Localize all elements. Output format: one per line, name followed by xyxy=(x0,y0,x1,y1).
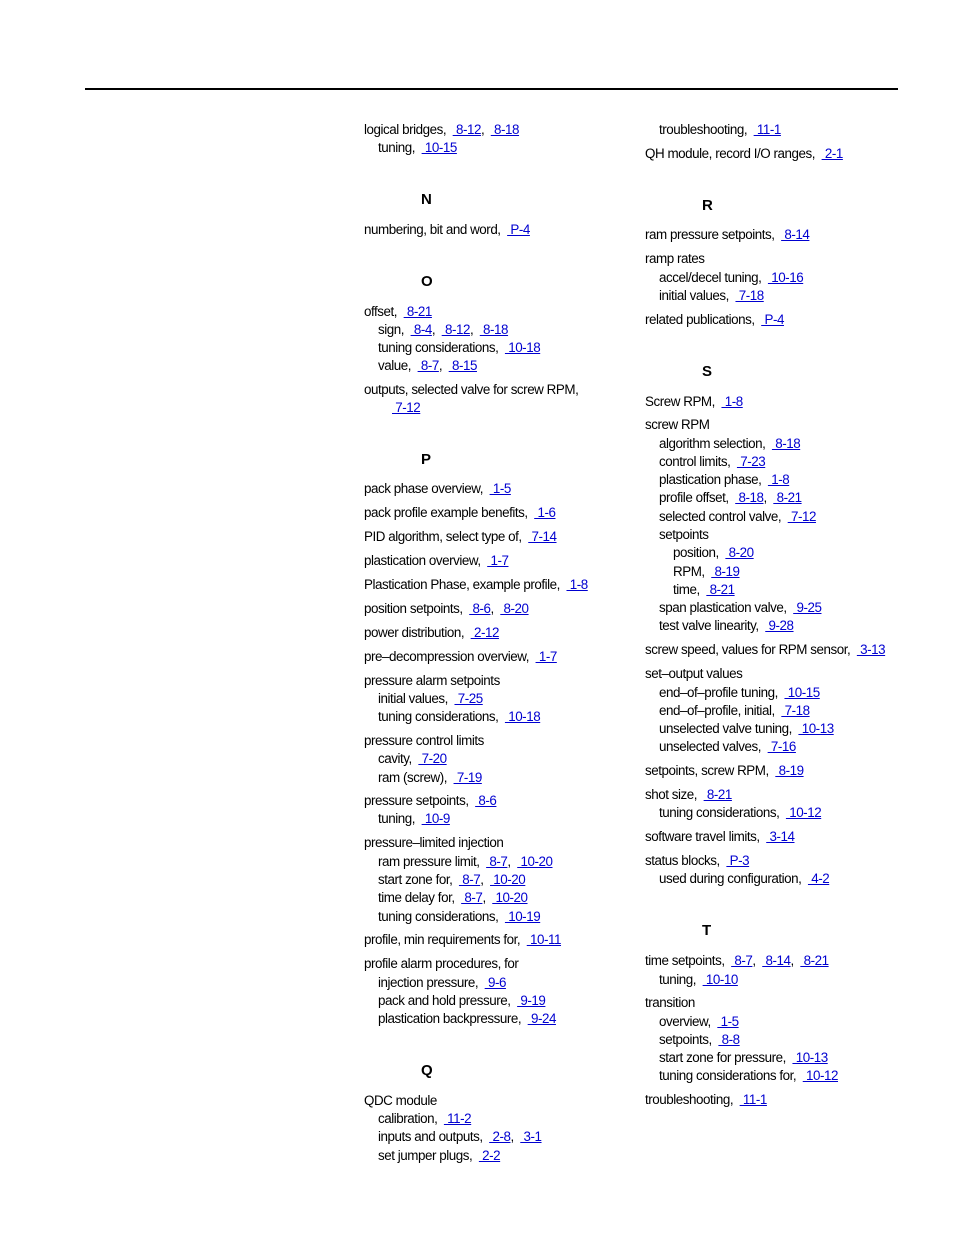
index-term: tuning, xyxy=(378,811,416,826)
index-entry xyxy=(364,625,499,641)
page-reference-link[interactable]: 9-28 xyxy=(765,618,794,633)
page-reference-link[interactable]: 8-8 xyxy=(718,1032,740,1047)
index-entry xyxy=(659,1050,828,1066)
index-term: accel/decel tuning, xyxy=(659,270,762,285)
index-entry xyxy=(364,577,588,593)
index-entry xyxy=(659,122,781,138)
index-entry xyxy=(659,703,810,719)
index-term: calibration, xyxy=(378,1111,438,1126)
page-reference-link[interactable]: 10-11 xyxy=(526,932,562,947)
index-term: tuning considerations, xyxy=(378,909,499,924)
index-term: time, xyxy=(673,582,700,597)
page-reference-link[interactable]: 8-21 xyxy=(773,490,802,505)
index-term: QDC module xyxy=(364,1093,437,1108)
index-term: PID algorithm, select type of, xyxy=(364,529,522,544)
page-reference-link[interactable]: 1-7 xyxy=(535,649,557,664)
index-entry xyxy=(645,853,749,869)
section-letter-q: Q xyxy=(421,1062,433,1079)
index-entry xyxy=(659,871,829,887)
index-entry xyxy=(659,1068,838,1084)
index-entry xyxy=(659,288,764,304)
index-entry xyxy=(645,312,784,328)
index-entry xyxy=(364,1093,437,1109)
page-reference-link[interactable]: 8-21 xyxy=(800,953,829,968)
index-term: ram pressure setpoints, xyxy=(645,227,775,242)
index-entry xyxy=(378,691,483,707)
index-entry xyxy=(645,394,743,410)
page-reference-link[interactable]: 8-19 xyxy=(775,763,804,778)
index-entry xyxy=(645,227,809,243)
index-term: tuning considerations, xyxy=(659,805,780,820)
index-term: status blocks, xyxy=(645,853,720,868)
index-entry xyxy=(673,582,735,598)
page-reference-link[interactable]: 9-25 xyxy=(793,600,822,615)
index-entry xyxy=(645,642,885,658)
index-term: profile offset, xyxy=(659,490,729,505)
index-entry xyxy=(659,509,816,525)
index-entry xyxy=(659,600,821,616)
index-term: related publications, xyxy=(645,312,755,327)
index-entry: time delay for, 8-7, 10-20 xyxy=(378,890,528,905)
index-term: tuning considerations for, xyxy=(659,1068,797,1083)
index-entry xyxy=(645,829,795,845)
page-reference-link[interactable]: 8-18 xyxy=(735,490,764,505)
index-term: injection pressure, xyxy=(378,975,479,990)
index-term: logical bridges, xyxy=(364,122,447,137)
index-entry xyxy=(378,770,482,786)
index-entry xyxy=(364,835,503,851)
page-reference-link[interactable]: 10-20 xyxy=(492,890,528,905)
index-term: cavity, xyxy=(378,751,412,766)
page-reference-link[interactable]: 11-1 xyxy=(753,122,781,137)
page-reference-link[interactable]: P-3 xyxy=(726,853,750,868)
page-reference-link[interactable]: 1-5 xyxy=(489,481,511,496)
index-entry xyxy=(645,995,695,1011)
page-reference-link[interactable]: 10-19 xyxy=(504,909,541,924)
page-reference-link[interactable]: 3-1 xyxy=(520,1129,542,1144)
page-reference-link[interactable]: 10-9 xyxy=(421,811,450,826)
index-entry xyxy=(659,270,803,286)
section-letter-t: T xyxy=(702,922,712,939)
page-reference-link[interactable]: 8-21 xyxy=(706,582,735,597)
index-term: ramp rates xyxy=(645,251,705,266)
index-entry xyxy=(659,721,834,737)
index-entry xyxy=(673,564,740,580)
index-entry xyxy=(378,811,450,827)
index-term: initial values, xyxy=(659,288,729,303)
page-reference-link[interactable]: 4-2 xyxy=(807,871,830,886)
section-letter-s: S xyxy=(702,363,713,380)
index-entry xyxy=(659,805,821,821)
index-term: shot size, xyxy=(645,787,698,802)
page-reference-link[interactable]: 8-4 xyxy=(410,322,432,337)
page-reference-link[interactable]: 10-16 xyxy=(767,270,804,285)
index-term: set jumper plugs, xyxy=(378,1148,473,1163)
page-reference-link[interactable]: 3-13 xyxy=(856,642,886,657)
index-entry xyxy=(673,545,754,561)
page-reference-link[interactable]: 7-18 xyxy=(781,703,810,718)
index-term: numbering, bit and word, xyxy=(364,222,501,237)
page-reference-link[interactable]: 1-6 xyxy=(534,505,556,520)
page-reference-link[interactable]: 2-12 xyxy=(470,625,499,640)
index-entry xyxy=(659,739,796,755)
section-letter-o: O xyxy=(421,273,433,290)
index-entry xyxy=(659,436,800,452)
index-entry: position setpoints, 8-6, 8-20 xyxy=(364,601,529,616)
page-reference-link[interactable]: 11-1 xyxy=(739,1092,767,1107)
index-entry xyxy=(378,1148,500,1164)
index-entry xyxy=(392,400,420,416)
index-term: time setpoints, xyxy=(645,953,725,968)
index-entry xyxy=(645,251,705,267)
index-term: outputs, selected valve for screw RPM, xyxy=(364,382,579,397)
index-term: pack profile example benefits, xyxy=(364,505,528,520)
page-reference-link[interactable]: 7-12 xyxy=(787,509,816,524)
index-term: pressure control limits xyxy=(364,733,484,748)
page-reference-link[interactable]: 10-18 xyxy=(504,709,541,724)
index-term: plastication phase, xyxy=(659,472,762,487)
index-entry xyxy=(659,618,794,634)
index-term: pre–decompression overview, xyxy=(364,649,529,664)
index-term: offset, xyxy=(364,304,398,319)
page-reference-link[interactable]: 10-20 xyxy=(517,854,553,869)
index-term: end–of–profile tuning, xyxy=(659,685,778,700)
page-reference-link[interactable]: 8-21 xyxy=(703,787,732,802)
page-reference-link[interactable]: 8-6 xyxy=(469,601,491,616)
index-term: RPM, xyxy=(673,564,705,579)
index-term: QH module, record I/O ranges, xyxy=(645,146,816,161)
index-entry xyxy=(659,527,709,543)
page-reference-link[interactable]: 10-10 xyxy=(702,972,738,987)
index-term: plastication backpressure, xyxy=(378,1011,522,1026)
index-term: unselected valves, xyxy=(659,739,762,754)
page-reference-link[interactable]: 8-21 xyxy=(403,304,432,319)
index-term: set–output values xyxy=(645,666,743,681)
index-term: transition xyxy=(645,995,695,1010)
page-reference-link[interactable]: 7-12 xyxy=(392,400,421,415)
index-entry xyxy=(364,382,578,398)
index-term: position setpoints, xyxy=(364,601,463,616)
page-reference-link[interactable]: 10-12 xyxy=(785,805,822,820)
index-entry xyxy=(378,340,540,356)
page-reference-link[interactable]: 7-23 xyxy=(736,454,766,469)
index-term: tuning, xyxy=(659,972,697,987)
index-term: pressure setpoints, xyxy=(364,793,469,808)
index-entry xyxy=(378,1111,471,1127)
index-term: pack phase overview, xyxy=(364,481,484,496)
index-entry xyxy=(659,685,820,701)
index-term: span plastication valve, xyxy=(659,600,787,615)
index-entry xyxy=(659,472,789,488)
page-reference-link[interactable]: 9-6 xyxy=(484,975,506,990)
page-reference-link[interactable]: 8-7 xyxy=(731,953,753,968)
header-rule xyxy=(85,88,898,90)
index-entry xyxy=(659,454,765,470)
index-entry xyxy=(364,481,511,497)
index-entry xyxy=(378,909,540,925)
page-reference-link[interactable]: 7-18 xyxy=(735,288,764,303)
page-reference-link[interactable]: 1-7 xyxy=(487,553,509,568)
page-reference-link[interactable]: 8-20 xyxy=(725,545,754,560)
index-term: start zone for pressure, xyxy=(659,1050,786,1065)
index-term: Screw RPM, xyxy=(645,394,715,409)
index-entry xyxy=(659,1032,740,1048)
page-reference-link[interactable]: 3-14 xyxy=(766,829,795,844)
index-term: software travel limits, xyxy=(645,829,760,844)
page-reference-link[interactable]: P-4 xyxy=(507,222,530,237)
index-entry xyxy=(645,1092,767,1108)
page-reference-link[interactable]: 1-5 xyxy=(717,1014,739,1029)
index-entry xyxy=(645,417,709,433)
page-reference-link[interactable]: 8-6 xyxy=(475,793,497,808)
index-term: setpoints, xyxy=(659,1032,712,1047)
section-letter-p: P xyxy=(421,451,432,468)
section-letter-r: R xyxy=(702,197,713,214)
index-term: pressure–limited injection xyxy=(364,835,504,850)
index-term: ram (screw), xyxy=(378,770,447,785)
page-reference-link[interactable]: 8-14 xyxy=(781,227,810,242)
index-entry xyxy=(378,140,457,156)
index-term: test valve linearity, xyxy=(659,618,759,633)
index-term: start zone for, xyxy=(378,872,453,887)
page-reference-link[interactable]: 10-18 xyxy=(504,340,541,355)
index-term: troubleshooting, xyxy=(659,122,748,137)
page-reference-link[interactable]: 1-8 xyxy=(767,472,790,487)
page-reference-link[interactable]: 2-8 xyxy=(489,1129,511,1144)
index-entry: start zone for, 8-7, 10-20 xyxy=(378,872,526,887)
index-term: used during configuration, xyxy=(659,871,802,886)
page-reference-link[interactable]: 8-7 xyxy=(486,854,508,869)
page-reference-link[interactable]: 8-14 xyxy=(762,953,791,968)
page-reference-link[interactable]: 8-7 xyxy=(458,872,481,887)
page-reference-link[interactable]: 7-14 xyxy=(528,529,557,544)
index-entry xyxy=(645,787,732,803)
page-reference-link[interactable]: 8-12 xyxy=(452,122,481,137)
index-entry: inputs and outputs, 2-8, 3-1 xyxy=(378,1129,542,1144)
index-entry xyxy=(364,304,432,320)
index-term: time delay for, xyxy=(378,890,455,905)
page-reference-link[interactable]: 1-8 xyxy=(721,394,743,409)
page-reference-link[interactable]: 2-1 xyxy=(821,146,843,161)
index-term: troubleshooting, xyxy=(645,1092,734,1107)
index-entry xyxy=(645,666,742,682)
section-letter-n: N xyxy=(421,191,432,208)
index-entry xyxy=(645,763,804,779)
index-term: power distribution, xyxy=(364,625,465,640)
page-reference-link[interactable]: 7-20 xyxy=(418,751,447,766)
page-reference-link[interactable]: 11-2 xyxy=(443,1111,472,1126)
index-term: overview, xyxy=(659,1014,711,1029)
page-reference-link[interactable]: 8-15 xyxy=(448,358,477,373)
index-term: screw speed, values for RPM sensor, xyxy=(645,642,851,657)
index-term: screw RPM xyxy=(645,417,710,432)
index-entry xyxy=(364,553,508,569)
index-term: ram pressure limit, xyxy=(378,854,480,869)
page-reference-link[interactable]: 7-25 xyxy=(454,691,483,706)
index-term: initial values, xyxy=(378,691,448,706)
index-term: selected control valve, xyxy=(659,509,782,524)
page-reference-link[interactable]: 9-19 xyxy=(517,993,546,1008)
page-reference-link[interactable]: 8-20 xyxy=(500,601,529,616)
index-entry xyxy=(378,1011,556,1027)
index-entry xyxy=(378,709,540,725)
index-term: plastication overview, xyxy=(364,553,481,568)
index-term: sign, xyxy=(378,322,405,337)
index-entry xyxy=(364,673,500,689)
index-term: inputs and outputs, xyxy=(378,1129,483,1144)
index-entry xyxy=(378,975,506,991)
index-entry xyxy=(364,529,557,545)
page-reference-link[interactable]: 8-18 xyxy=(490,122,520,137)
page-reference-link[interactable]: 7-19 xyxy=(453,770,482,785)
index-term: control limits, xyxy=(659,454,731,469)
page-reference-link[interactable]: 8-18 xyxy=(771,436,801,451)
index-entry: time setpoints, 8-7, 8-14, 8-21 xyxy=(645,953,829,968)
page-reference-link[interactable]: 8-7 xyxy=(417,358,439,373)
index-term: profile, min requirements for, xyxy=(364,932,521,947)
page-reference-link[interactable]: 7-16 xyxy=(767,739,796,754)
index-entry xyxy=(659,972,738,988)
index-entry xyxy=(659,1014,739,1030)
index-entry xyxy=(364,956,518,972)
page-reference-link[interactable]: 10-20 xyxy=(490,872,526,887)
index-entry xyxy=(364,793,496,809)
page-reference-link[interactable]: 2-2 xyxy=(478,1148,501,1163)
index-entry xyxy=(364,649,557,665)
index-term: setpoints, screw RPM, xyxy=(645,763,769,778)
page-reference-link[interactable]: 8-7 xyxy=(461,890,483,905)
index-entry xyxy=(364,222,530,238)
page-reference-link[interactable]: 10-15 xyxy=(784,685,820,700)
page-reference-link[interactable]: 1-8 xyxy=(566,577,588,592)
index-entry xyxy=(364,505,555,521)
page-reference-link[interactable]: 10-15 xyxy=(421,140,457,155)
index-entry: sign, 8-4, 8-12, 8-18 xyxy=(378,322,509,337)
index-entry: value, 8-7, 8-15 xyxy=(378,358,477,373)
page-reference-link[interactable]: 10-13 xyxy=(798,721,834,736)
index-term: unselected valve tuning, xyxy=(659,721,792,736)
index-term: tuning, xyxy=(378,140,416,155)
index-entry xyxy=(364,733,484,749)
page-reference-link[interactable]: 8-19 xyxy=(711,564,740,579)
page-reference-link[interactable]: 10-12 xyxy=(802,1068,839,1083)
index-entry xyxy=(378,751,447,767)
index-term: algorithm selection, xyxy=(659,436,766,451)
page-reference-link[interactable]: 8-12 xyxy=(441,322,470,337)
page-reference-link[interactable]: 9-24 xyxy=(527,1011,556,1026)
index-term: tuning considerations, xyxy=(378,340,499,355)
index-term: end–of–profile, initial, xyxy=(659,703,775,718)
index-term: value, xyxy=(378,358,412,373)
index-term: pack and hold pressure, xyxy=(378,993,511,1008)
index-entry: logical bridges, 8-12, 8-18 xyxy=(364,122,520,137)
index-entry xyxy=(364,932,561,948)
page-reference-link[interactable]: 10-13 xyxy=(792,1050,828,1065)
index-term: tuning considerations, xyxy=(378,709,499,724)
index-term: Plastication Phase, example profile, xyxy=(364,577,560,592)
page-reference-link[interactable]: P-4 xyxy=(761,312,784,327)
index-term: setpoints xyxy=(659,527,709,542)
index-term: profile alarm procedures, for xyxy=(364,956,519,971)
index-entry xyxy=(645,146,843,162)
index-entry xyxy=(378,993,545,1009)
index-term: pressure alarm setpoints xyxy=(364,673,500,688)
index-entry: profile offset, 8-18, 8-21 xyxy=(659,490,802,505)
index-entry: ram pressure limit, 8-7, 10-20 xyxy=(378,854,553,869)
index-term: position, xyxy=(673,545,719,560)
page-reference-link[interactable]: 8-18 xyxy=(479,322,509,337)
